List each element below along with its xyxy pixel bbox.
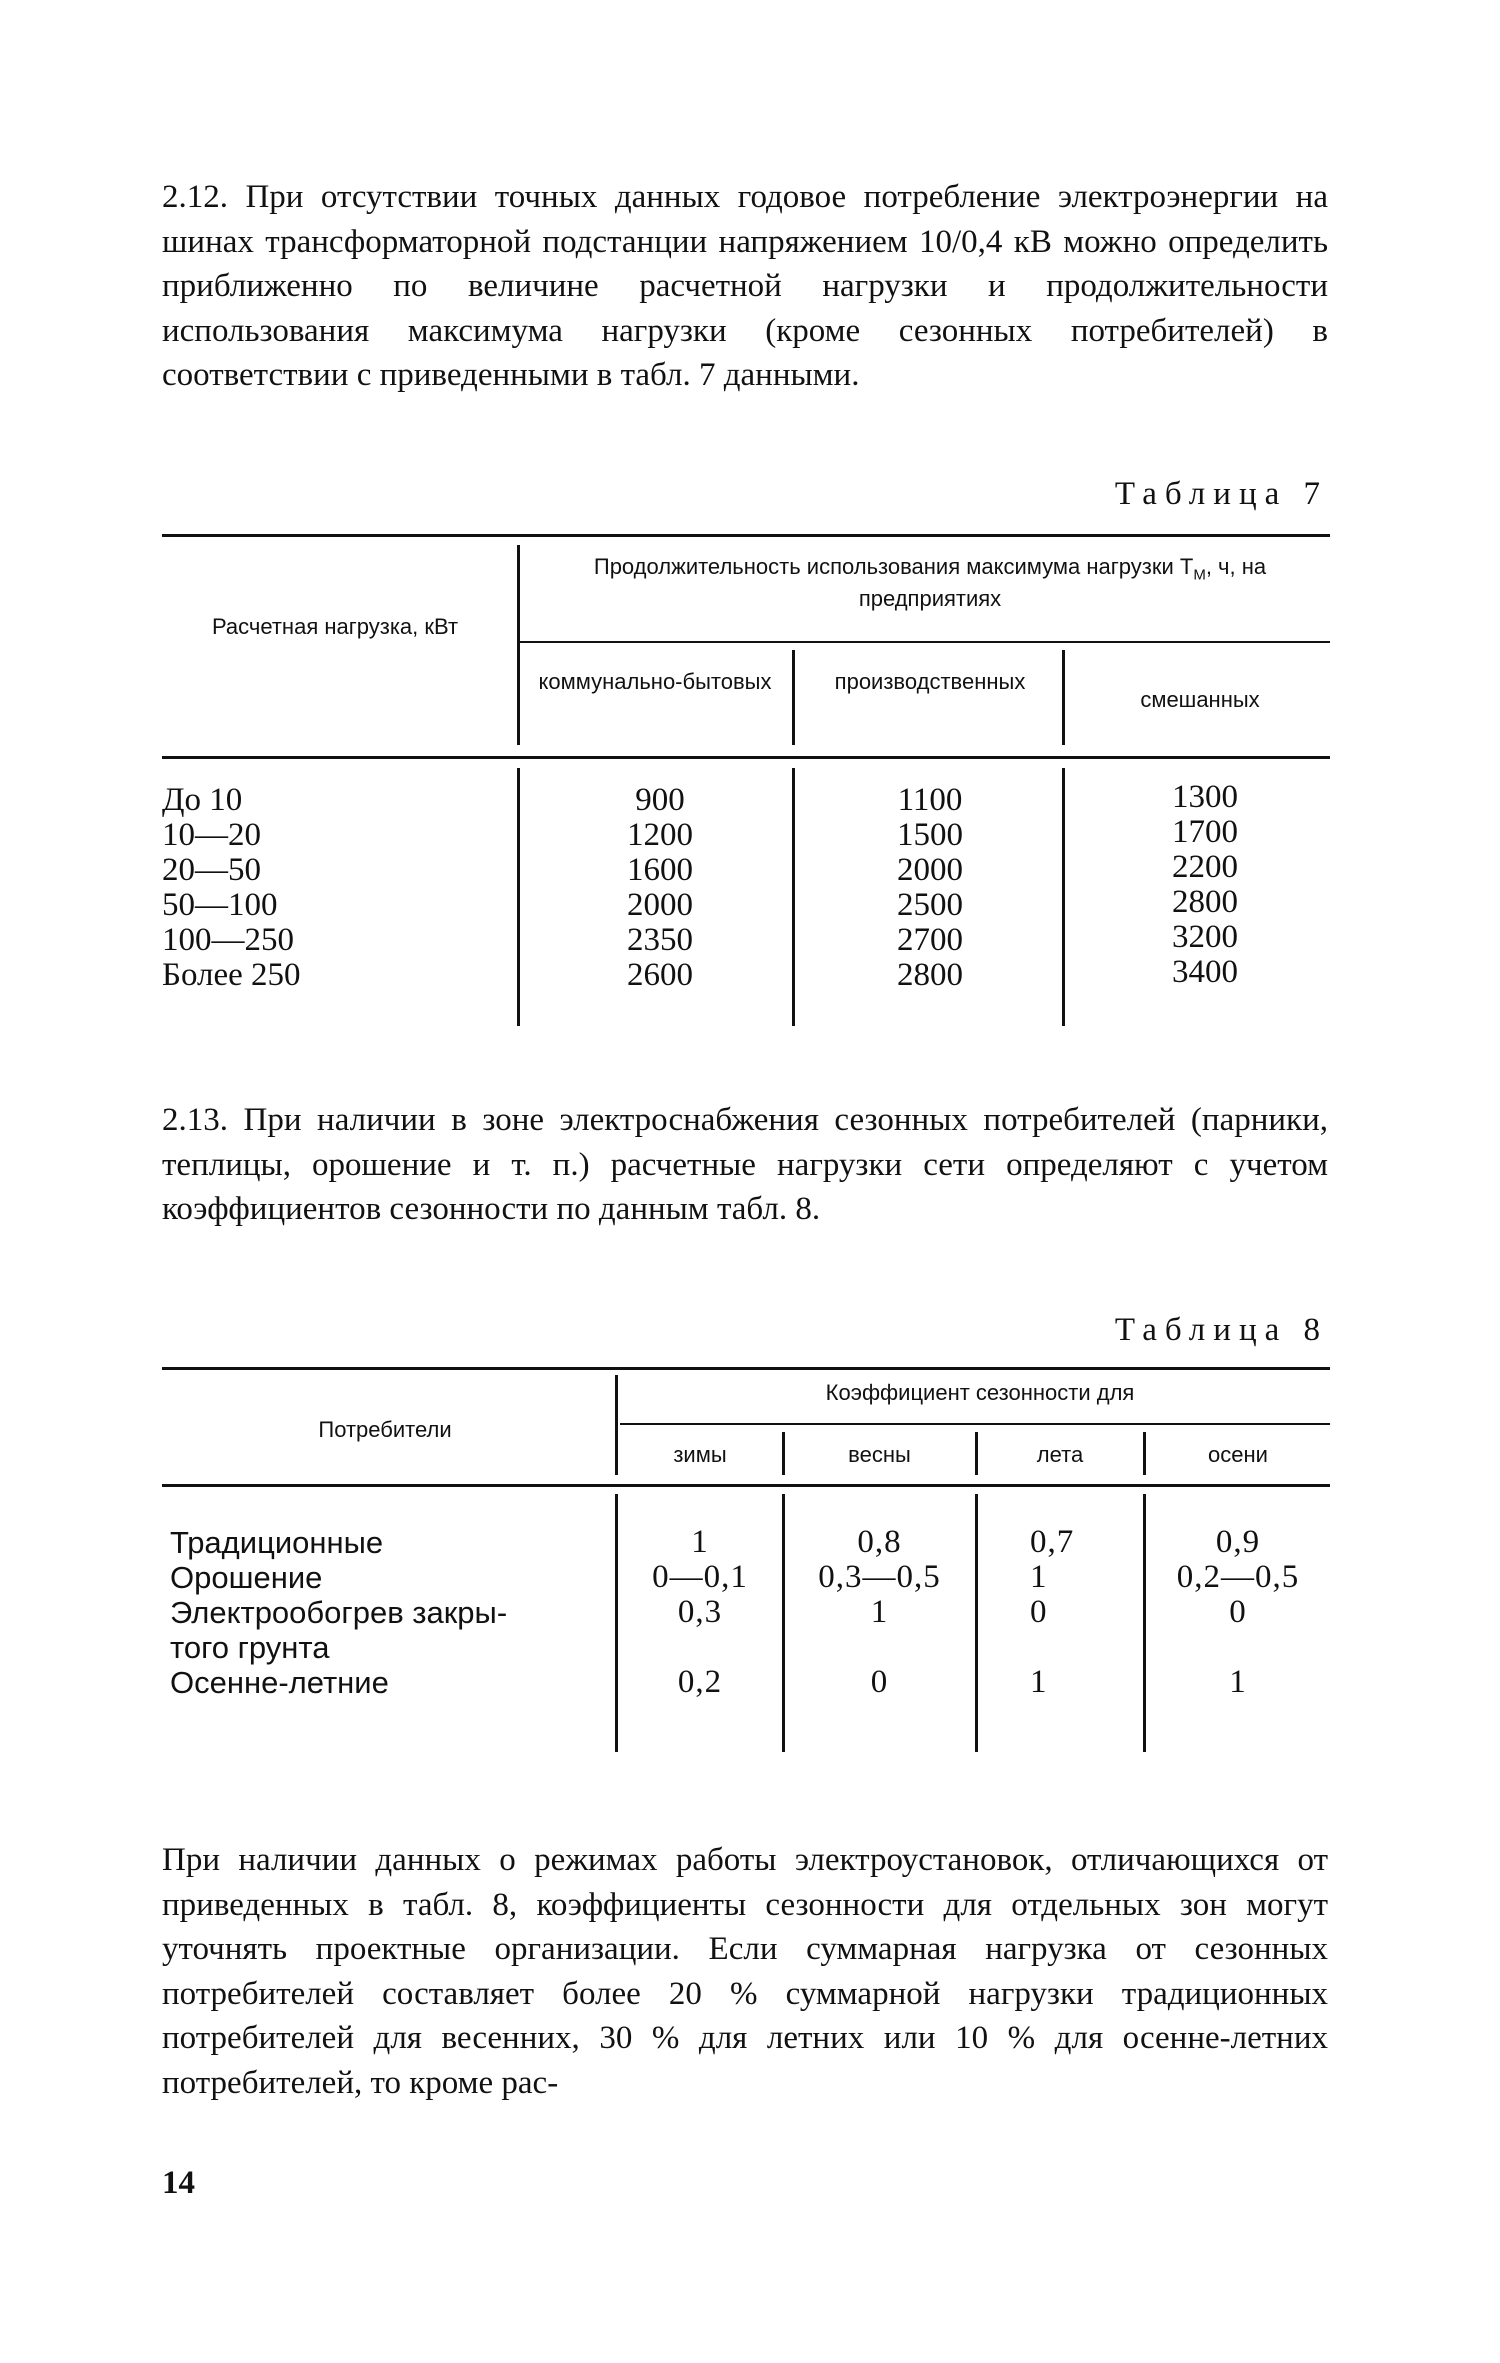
table-8-cell: 0—0,1: [652, 1559, 748, 1595]
table-8-header-rule: [162, 1484, 1330, 1487]
page-number: 14: [162, 2165, 195, 2201]
table-8-cell: [620, 1630, 780, 1665]
table-8-cell: 0: [870, 1664, 889, 1700]
table-7-cell: 900: [635, 782, 685, 818]
table-7-caption: Таблица 7: [1114, 476, 1328, 512]
table-8-cell: того грунта: [170, 1630, 330, 1665]
table-8-consumers-column: [170, 1525, 595, 1700]
table-8-autumn-column: [1148, 1525, 1328, 1700]
table-7-cell: 2200: [1172, 849, 1238, 885]
table-7-cell: 3400: [1172, 954, 1238, 990]
paragraph-seasonal-note: При наличии данных о режимах работы электроустановок, отличающихся от приведенных в табл. 8, коэффициенты сезонности для отдельных зон могут уточнять проектные организации. Если суммарная нагрузка от сезонных потребителей составляет более 20 % суммарной нагрузки традиционных потребителей для весенних, 30 % для летних или 10 % для осенне-летних потребителей, то кроме рас-: [162, 1842, 1328, 2101]
table-8-cell: 0,7: [1030, 1524, 1075, 1560]
table-7-cell: 1600: [627, 852, 693, 888]
table-7-load-column: [162, 783, 502, 993]
table-7-divider: [792, 768, 795, 1026]
table-7-col-mixed: смешанных: [1140, 687, 1260, 712]
table-7-cell: 3200: [1172, 919, 1238, 955]
table-7-mixed-column: [1105, 780, 1305, 990]
table-8-caption: Таблица 8: [1114, 1312, 1328, 1348]
table-8-top-rule: [162, 1367, 1330, 1370]
table-7-divider: [792, 650, 795, 745]
table-8-cell: [1030, 1630, 1140, 1665]
table-7-industrial-column: [830, 783, 1030, 993]
table-8-cell: Традиционные: [170, 1525, 384, 1560]
table-7-divider: [1062, 650, 1065, 745]
table-8-winter-column: [620, 1525, 780, 1700]
table-7-cell: 2800: [1172, 884, 1238, 920]
table-7-cell: 1200: [627, 817, 693, 853]
table-7-cell: 20—50: [162, 852, 261, 888]
table-8-cell: 1: [1030, 1559, 1048, 1595]
table-8-cell: 1: [691, 1524, 709, 1560]
table-8-divider: [975, 1494, 978, 1752]
paragraph-2-13: 2.13. При наличии в зоне электроснабжения сезонных потребителей (парники, теплицы, орошение и т. п.) расчетные нагрузки сети определяют с учетом коэффициентов сезонности по данным табл. 8.: [162, 1102, 1328, 1227]
table-8-cell: Осенне-летние: [170, 1665, 389, 1700]
table-7-header-rule: [162, 756, 1330, 759]
table-8-cell: [1148, 1630, 1328, 1665]
table-7-cell: 2700: [897, 922, 963, 958]
table-7-communal-column: [560, 783, 760, 993]
table-8-cell: 0,3—0,5: [818, 1559, 941, 1595]
table-7-cell: 1100: [897, 782, 963, 818]
table-8-divider: [975, 1432, 978, 1475]
table-7-cell: 2350: [627, 922, 693, 958]
table-8-cell: 1: [1030, 1664, 1048, 1700]
table-7-header-load: Расчетная нагрузка, кВт: [211, 614, 459, 639]
table-8-divider: [615, 1375, 618, 1475]
table-8-col-winter: зимы: [673, 1442, 727, 1467]
table-7-cell: 2600: [627, 957, 693, 993]
table-7-cell: 2500: [897, 887, 963, 923]
table-8-divider: [1143, 1494, 1146, 1752]
table-7-group-rule: [520, 641, 1330, 643]
table-8-cell: 0: [1229, 1594, 1247, 1630]
table-8-divider: [782, 1432, 785, 1475]
table-7-cell: До 10: [162, 782, 243, 818]
table-8-cell: 0,2: [677, 1664, 723, 1700]
table-7-divider: [1062, 768, 1065, 1026]
table-7-cell: 10—20: [162, 817, 261, 853]
table-7-cell: Более 250: [162, 957, 301, 993]
table-8-cell: 1: [1229, 1664, 1247, 1700]
paragraph-2-12: 2.12. При отсутствии точных данных годовое потребление электроэнергии на шинах трансформаторной подстанции напряжением 10/0,4 кВ можно определить приближенно по величине расчетной нагрузки и продолжительности использования максимума нагрузки (кроме сезонных потребителей) в соответствии с приведенными в табл. 7 данными.: [162, 179, 1328, 393]
table-7-cell: 1500: [897, 817, 963, 853]
table-8-col-autumn: осени: [1208, 1442, 1268, 1467]
table-7-divider: [517, 768, 520, 1026]
table-8-cell: 1: [870, 1594, 889, 1630]
table-8-header-consumers: Потребители: [318, 1417, 452, 1442]
table-7-cell: 1700: [1172, 814, 1238, 850]
table-8-cell: Электрообогрев закры-: [170, 1595, 508, 1630]
table-7-cell: 2800: [897, 957, 963, 993]
table-7-col-industrial: производственных: [834, 669, 1026, 694]
table-8-cell: [786, 1630, 973, 1665]
table-8-col-spring: весны: [848, 1442, 911, 1467]
table-8-group-rule: [620, 1423, 1330, 1425]
table-8-summer-column: [1030, 1525, 1140, 1700]
table-8-cell: 0: [1030, 1594, 1048, 1630]
table-8-cell: 0,2—0,5: [1176, 1559, 1300, 1595]
table-8-header-group: Коэффициент сезонности для: [825, 1380, 1135, 1405]
table-7-cell: 50—100: [162, 887, 278, 923]
table-7-cell: 2000: [897, 852, 963, 888]
table-8-cell: 0,3: [677, 1594, 723, 1630]
table-8-cell: Орошение: [170, 1560, 323, 1595]
table-8-divider: [782, 1494, 785, 1752]
table-8-cell: 0,8: [857, 1524, 902, 1560]
table-8-divider: [615, 1494, 618, 1752]
table-7-cell: 100—250: [162, 922, 294, 958]
table-8-cell: 0,9: [1215, 1524, 1261, 1560]
table-8-col-summer: лета: [1036, 1442, 1084, 1467]
table-8-divider: [1143, 1432, 1146, 1475]
table-7-col-communal: коммунально-бытовых: [538, 669, 772, 694]
table-7-divider: [517, 545, 520, 745]
table-7-cell: 1300: [1172, 779, 1238, 815]
table-7-cell: 2000: [627, 887, 693, 923]
table-8-spring-column: [786, 1525, 973, 1700]
table-7-top-rule: [162, 534, 1330, 537]
table-7-header-group: Продолжительность использования максимума нагрузки $T_М$, ч, на предприятиях: [593, 554, 1267, 612]
